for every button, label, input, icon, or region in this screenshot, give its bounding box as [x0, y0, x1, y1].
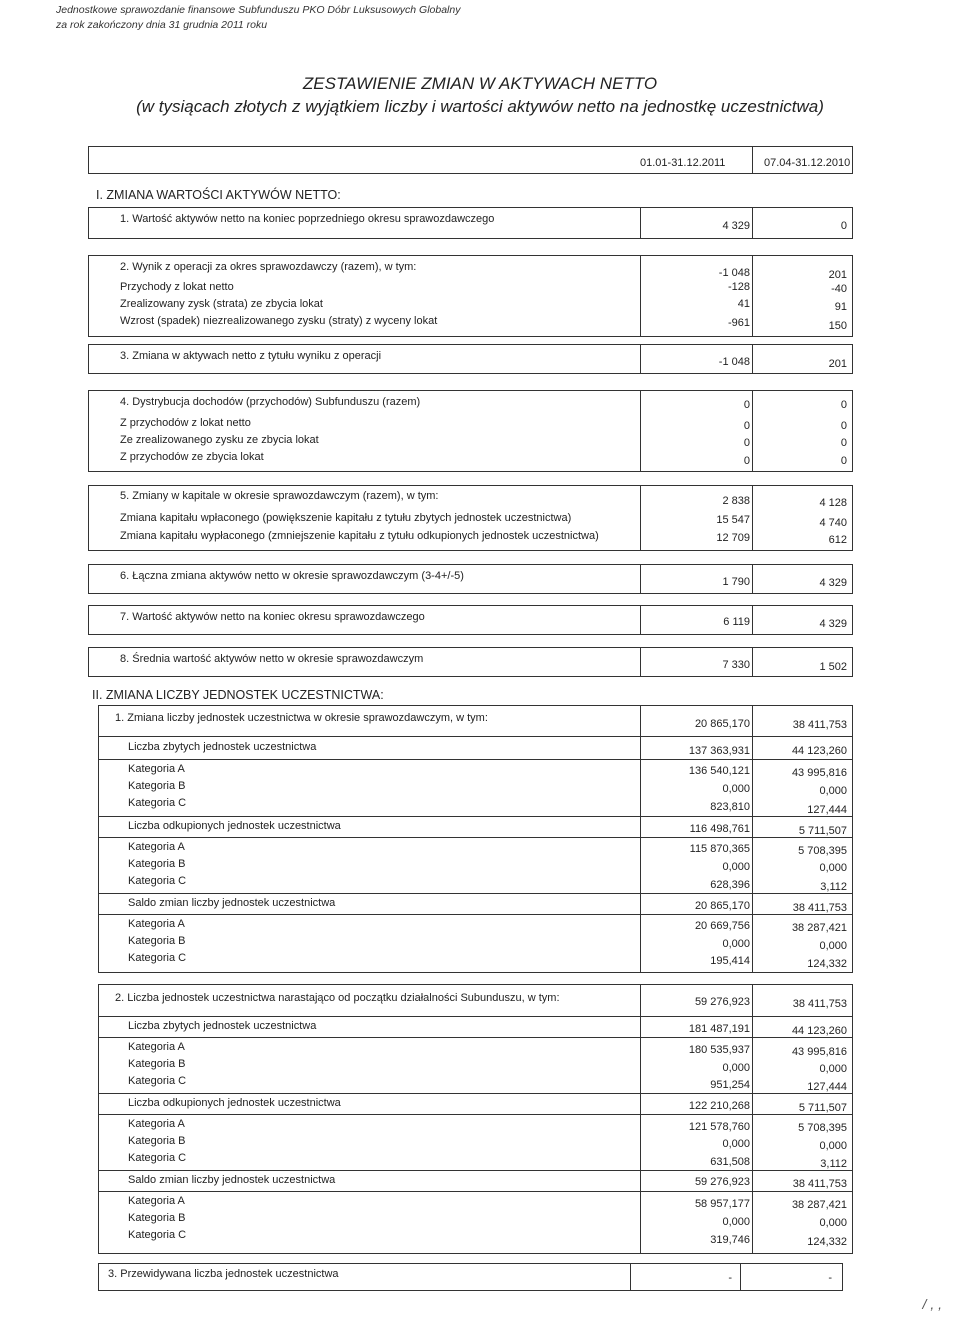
- row-label: Liczba odkupionych jednostek uczestnictwa: [128, 820, 341, 832]
- row-label: Kategoria C: [128, 1152, 187, 1164]
- row-label: Zmiana kapitału wpłaconego (powiększenie kapitału z tytułu zbytych jednostek uczestnictwa): [120, 512, 572, 524]
- row-label: Kategoria C: [128, 1229, 187, 1241]
- row-value-2010: 124,332: [807, 1236, 847, 1248]
- row-label: Saldo zmian liczby jednostek uczestnictwa: [128, 1174, 336, 1186]
- row-value-2011: 0,000: [722, 1138, 750, 1150]
- section-heading-units: II. ZMIANA LICZBY JEDNOSTEK UCZESTNICTWA:: [92, 688, 384, 702]
- row-label: Kategoria A: [128, 918, 185, 930]
- row-value-2011: 628,396: [710, 879, 750, 891]
- row-value-2010: 44 123,260: [791, 745, 847, 757]
- column-header-2010: 07.04-31.12.2010: [764, 157, 851, 169]
- row-value-2010: 44 123,260: [791, 1025, 847, 1037]
- row-value-2010: 0,000: [819, 940, 847, 952]
- row-value-2010: 0,000: [819, 1217, 847, 1229]
- row-label: Saldo zmian liczby jednostek uczestnictwa: [128, 897, 336, 909]
- row-value-2010: 5 708,395: [798, 845, 847, 857]
- row-value-2011: 20 865,170: [694, 718, 750, 730]
- row-value-2010: 0: [840, 437, 847, 449]
- handwritten-mark: / , ,: [922, 1296, 942, 1312]
- row-value-2011: 319,746: [710, 1234, 750, 1246]
- row-label: Wzrost (spadek) niezrealizowanego zysku (straty) z wyceny lokat: [120, 315, 438, 327]
- row-value-2010: 0,000: [819, 785, 847, 797]
- document-header-line2: za rok zakończony dnia 31 grudnia 2011 roku: [56, 19, 268, 31]
- row-label: Kategoria C: [128, 952, 187, 964]
- row-value-2010: 38 411,753: [792, 719, 847, 731]
- row-value-2010: 5 708,395: [798, 1122, 847, 1134]
- row-value-2010: 3,112: [820, 881, 847, 893]
- row-value-2010: 127,444: [807, 1081, 847, 1093]
- row-label: Kategoria B: [128, 1212, 186, 1224]
- row-value-2011: 6 119: [723, 616, 750, 628]
- row-label: Kategoria B: [128, 858, 186, 870]
- row-label: Liczba odkupionych jednostek uczestnictwa: [128, 1097, 341, 1109]
- row-value-2011: 1 790: [722, 576, 750, 588]
- row-label: 8. Średnia wartość aktywów netto w okresie sprawozdawczym: [120, 653, 424, 665]
- row-value-2010: 38 287,421: [791, 922, 847, 934]
- row-value-2011: -961: [727, 317, 750, 329]
- row-value-2010: 612: [828, 534, 847, 546]
- row-value-2010: 43 995,816: [791, 767, 847, 779]
- row-label: Kategoria B: [128, 935, 186, 947]
- row-value-2011: 0,000: [722, 938, 750, 950]
- row-value-2010: 0,000: [819, 862, 847, 874]
- row-label: Kategoria A: [128, 1041, 185, 1053]
- row-value-2010: 38 411,753: [792, 1178, 847, 1190]
- column-header-2011: 01.01-31.12.2011: [640, 157, 726, 169]
- row-label: 2. Wynik z operacji za okres sprawozdawczy (razem), w tym:: [120, 261, 417, 273]
- row-value-2010: 127,444: [807, 804, 847, 816]
- row-label: 1. Wartość aktywów netto na koniec poprzedniego okresu sprawozdawczego: [120, 213, 495, 225]
- row-value-2011: 0: [743, 437, 750, 449]
- row-value-2011: 122 210,268: [688, 1100, 750, 1112]
- row-value-2010: 0: [840, 399, 847, 411]
- row-value-2011: 121 578,760: [688, 1121, 750, 1133]
- row-value-2010: 201: [828, 269, 847, 281]
- row-value-2011: -128: [727, 281, 750, 293]
- row-value-2010: 4 740: [819, 517, 847, 529]
- row-value-2010: 4 128: [819, 497, 847, 509]
- row-value-2011: 7 330: [722, 659, 750, 671]
- row-value-2011: 4 329: [722, 220, 750, 232]
- row-label: 1. Zmiana liczby jednostek uczestnictwa w okresie sprawozdawczym, w tym:: [115, 712, 488, 724]
- document-header-line1: Jednostkowe sprawozdanie finansowe Subfunduszu PKO Dóbr Luksusowych Globalny: [56, 4, 461, 16]
- row-label: 4. Dystrybucja dochodów (przychodów) Subfunduszu (razem): [120, 396, 421, 408]
- row-value-2011: 0,000: [722, 1216, 750, 1228]
- column-header-box: [88, 146, 853, 174]
- row-value-2011: 951,254: [710, 1079, 750, 1091]
- row-value-2010: 3,112: [820, 1158, 847, 1170]
- row-value-2011: 2 838: [722, 495, 750, 507]
- row-label: Z przychodów ze zbycia lokat: [120, 451, 264, 463]
- row-value-2010: 0,000: [819, 1063, 847, 1075]
- row-value-2010: 4 329: [819, 577, 847, 589]
- row-value-2011: 195,414: [710, 955, 750, 967]
- row-value-2011: 0: [743, 420, 750, 432]
- row-value-2011: -1 048: [718, 356, 750, 368]
- row-value-2010: 4 329: [819, 618, 847, 630]
- row-value-2011: 0: [743, 455, 750, 467]
- row-label: Kategoria A: [128, 1195, 185, 1207]
- row-label: Przychody z lokat netto: [120, 281, 234, 293]
- row-value-2011: 136 540,121: [688, 765, 750, 777]
- row-value-2011: 41: [737, 298, 750, 310]
- row-value-2010: 5 711,507: [798, 825, 847, 837]
- row-value-2011: 59 276,923: [694, 996, 750, 1008]
- row-label: Kategoria B: [128, 780, 186, 792]
- row-value-2011: 823,810: [710, 801, 750, 813]
- row-value-2011: 116 498,761: [689, 823, 750, 835]
- row-label: 5. Zmiany w kapitale w okresie sprawozdawczym (razem), w tym:: [120, 490, 439, 502]
- row-value-2011: -1 048: [718, 267, 750, 279]
- row-value-2010: -40: [831, 283, 847, 295]
- row-label: 3. Przewidywana liczba jednostek uczestnictwa: [108, 1268, 339, 1280]
- row-value-2011: 58 957,177: [694, 1198, 750, 1210]
- row-value-2010: 0: [840, 220, 847, 232]
- row-value-2011: 59 276,923: [694, 1176, 750, 1188]
- row-value-2010: 91: [834, 301, 847, 313]
- row-value-2010: 1 502: [819, 661, 847, 673]
- row-value-2010: 150: [828, 320, 847, 332]
- row-label: 6. Łączna zmiana aktywów netto w okresie sprawozdawczym (3-4+/-5): [120, 570, 464, 582]
- row-label: 3. Zmiana w aktywach netto z tytułu wyniku z operacji: [120, 350, 382, 362]
- row-value-2011: 0: [743, 399, 750, 411]
- row-label: Kategoria A: [128, 1118, 185, 1130]
- section-heading-net-assets: I. ZMIANA WARTOŚCI AKTYWÓW NETTO:: [96, 188, 341, 202]
- row-value-2011: 180 535,937: [688, 1044, 750, 1056]
- row-label: Liczba zbytych jednostek uczestnictwa: [128, 1020, 317, 1032]
- row-label: Kategoria C: [128, 1075, 187, 1087]
- row-label: Kategoria A: [128, 763, 185, 775]
- row-value-2010: 38 287,421: [791, 1199, 847, 1211]
- row-label: Kategoria B: [128, 1135, 186, 1147]
- row-label: Ze zrealizowanego zysku ze zbycia lokat: [120, 434, 319, 446]
- row-value-2010: 38 411,753: [792, 902, 847, 914]
- row-value-2010: 201: [828, 358, 847, 370]
- row-value-2011: 0,000: [722, 1062, 750, 1074]
- page-subtitle: (w tysiącach złotych z wyjątkiem liczby i wartości aktywów netto na jednostkę uczestnictwa): [136, 97, 824, 116]
- row-value-2010: 124,332: [807, 958, 847, 970]
- page-title: ZESTAWIENIE ZMIAN W AKTYWACH NETTO: [302, 74, 658, 93]
- row-value-2010: 0,000: [819, 1140, 847, 1152]
- row-label: Kategoria A: [128, 841, 185, 853]
- row-label: Kategoria C: [128, 875, 187, 887]
- row-label: Zmiana kapitału wypłaconego (zmniejszenie kapitału z tytułu odkupionych jednostek uczestnictwa): [120, 530, 599, 542]
- row-label: Z przychodów z lokat netto: [120, 417, 251, 429]
- row-value-2010: 43 995,816: [791, 1046, 847, 1058]
- row-value-2010: 5 711,507: [798, 1102, 847, 1114]
- row-value-2011: 20 865,170: [694, 900, 750, 912]
- row-value-2011: 0,000: [722, 783, 750, 795]
- row-value-2011: 115 870,365: [689, 843, 750, 855]
- row-value-2011: 181 487,191: [688, 1023, 750, 1035]
- row-label: 2. Liczba jednostek uczestnictwa narastająco od początku działalności Subunduszu, w tym:: [115, 992, 560, 1004]
- row-value-2010: 38 411,753: [792, 998, 847, 1010]
- row-value-2011: 0,000: [722, 861, 750, 873]
- row-value-2011: 12 709: [716, 532, 750, 544]
- row-value-2010: 0: [840, 420, 847, 432]
- row-value-2011: -: [728, 1272, 732, 1284]
- row-value-2011: 15 547: [716, 514, 750, 526]
- row-value-2010: -: [828, 1272, 832, 1284]
- row-label: Kategoria C: [128, 797, 187, 809]
- row-value-2011: 631,508: [710, 1156, 750, 1168]
- row-value-2011: 137 363,931: [688, 745, 750, 757]
- row-value-2011: 20 669,756: [694, 920, 750, 932]
- row-label: Kategoria B: [128, 1058, 186, 1070]
- row-label: 7. Wartość aktywów netto na koniec okresu sprawozdawczego: [120, 611, 425, 623]
- row-label: Zrealizowany zysk (strata) ze zbycia lokat: [120, 298, 323, 310]
- row-value-2010: 0: [840, 455, 847, 467]
- row-label: Liczba zbytych jednostek uczestnictwa: [128, 741, 317, 753]
